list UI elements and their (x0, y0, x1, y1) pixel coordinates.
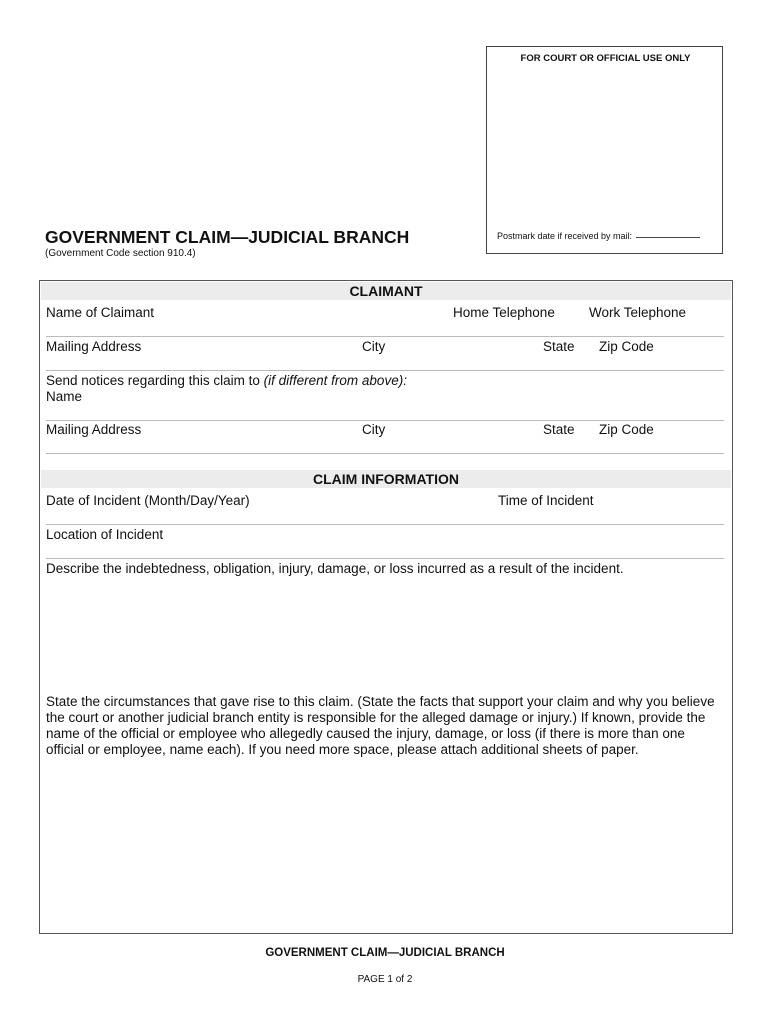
circumstances-field[interactable]: State the circumstances that gave rise to this claim. (State the facts that support your claim and why you believe the court or another judicial branch entity is responsible for the alleged damage or injury.) If known, provide the name of the official or employee who allegedly caused the injury, damage, or loss (if there is more than one official or employee, name each). If you need more space, please attach additional sheets of paper. (46, 694, 715, 757)
claim-info-section-heading: CLAIM INFORMATION (41, 470, 731, 488)
notices-italic-note: (if different from above): (263, 373, 407, 388)
footer-title: GOVERNMENT CLAIM—JUDICIAL BRANCH (265, 947, 505, 959)
court-use-title: FOR COURT OR OFFICIAL USE ONLY (520, 53, 691, 64)
mailing-address-field[interactable]: Mailing Address (46, 339, 142, 354)
notice-city-field[interactable]: City (362, 422, 386, 437)
damage-description-field[interactable]: Describe the indebtedness, obligation, injury, damage, or loss incurred as a result of the incident. (46, 561, 624, 576)
notices-instruction (46, 373, 407, 388)
incident-date-field[interactable]: Date of Incident (Month/Day/Year) (46, 493, 250, 508)
claimant-name-field[interactable]: Name of Claimant (46, 305, 155, 320)
incident-location-field[interactable]: Location of Incident (46, 527, 164, 542)
postmark-date-field[interactable] (497, 231, 700, 241)
postmark-label: Postmark date if received by mail: (497, 231, 633, 241)
divider (46, 370, 724, 371)
claim-form-box (39, 280, 733, 934)
notices-label: Send notices regarding this claim to (46, 373, 260, 388)
notice-name-field[interactable]: Name (46, 389, 83, 404)
divider (46, 420, 724, 421)
page-number: PAGE 1 of 2 (357, 974, 413, 985)
postmark-line (636, 236, 700, 238)
court-use-box (486, 46, 723, 254)
divider (46, 453, 724, 454)
divider (46, 558, 724, 559)
state-field[interactable]: State (543, 339, 575, 354)
home-telephone-field[interactable]: Home Telephone (453, 305, 555, 320)
divider (46, 336, 724, 337)
notice-zip-code-field[interactable]: Zip Code (599, 422, 654, 437)
form-subtitle: (Government Code section 910.4) (45, 248, 196, 259)
claimant-section-heading: CLAIMANT (41, 282, 731, 300)
incident-time-field[interactable]: Time of Incident (498, 493, 594, 508)
zip-code-field[interactable]: Zip Code (599, 339, 654, 354)
city-field[interactable]: City (362, 339, 386, 354)
divider (46, 524, 724, 525)
notice-state-field[interactable]: State (543, 422, 575, 437)
form-title: GOVERNMENT CLAIM—JUDICIAL BRANCH (45, 227, 410, 247)
work-telephone-field[interactable]: Work Telephone (589, 305, 687, 320)
notice-mailing-address-field[interactable]: Mailing Address (46, 422, 142, 437)
